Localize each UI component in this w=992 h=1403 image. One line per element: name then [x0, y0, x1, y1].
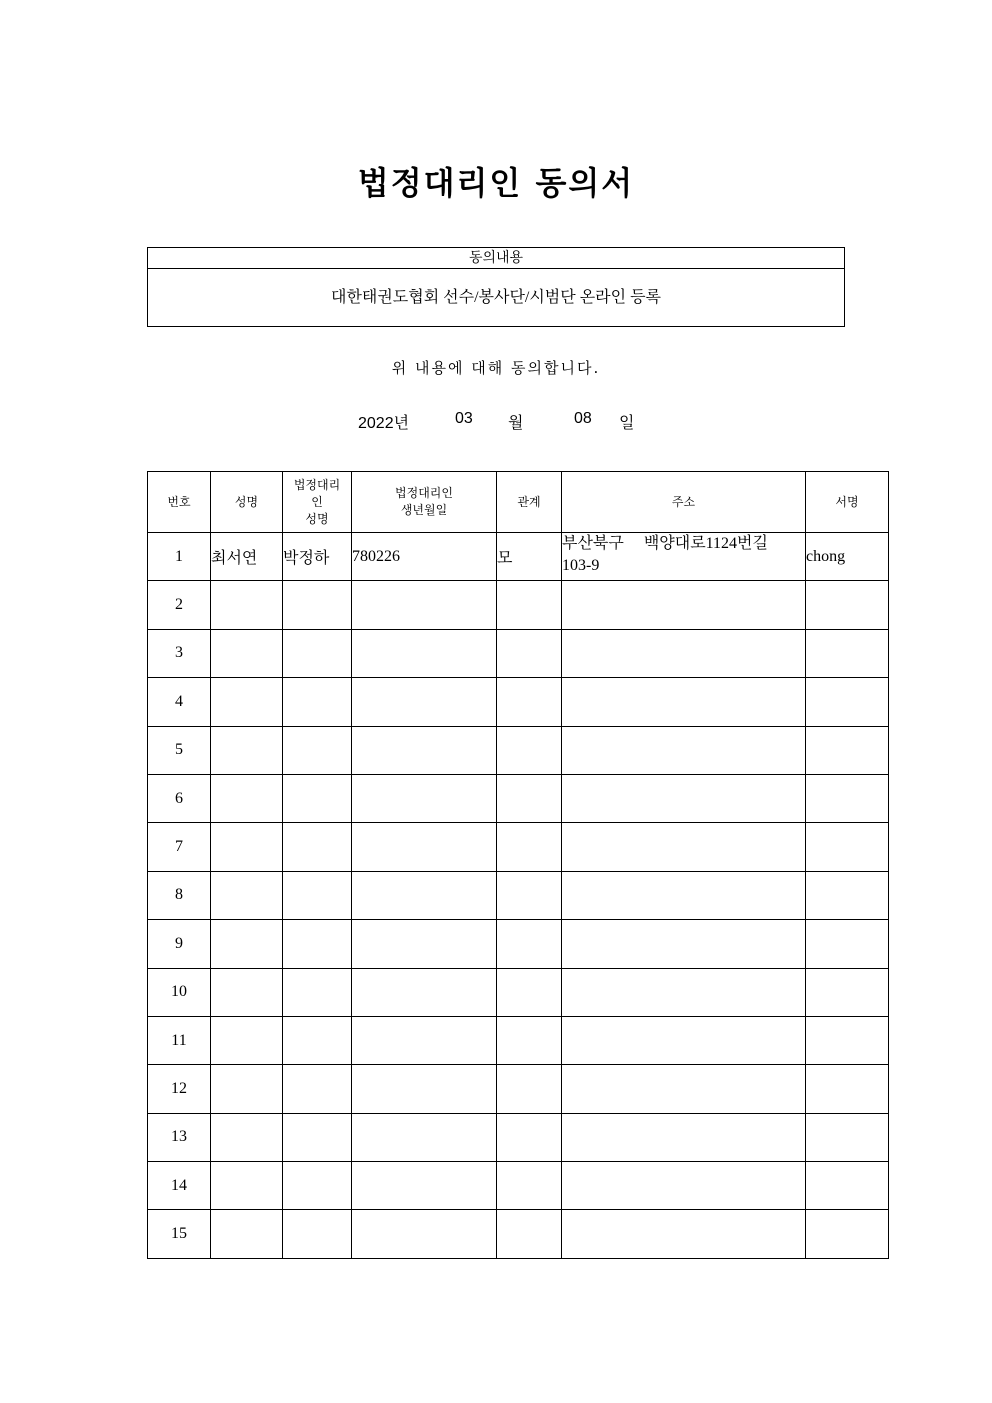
cell-address: [562, 678, 806, 726]
cell-guardian-birth: [352, 1210, 497, 1258]
cell-relation: [497, 871, 562, 919]
cell-address: [562, 1162, 806, 1210]
cell-guardian-name: [283, 823, 352, 871]
table-row: [148, 968, 889, 1016]
cell-relation: [497, 1016, 562, 1064]
cell-signature: [806, 726, 889, 774]
table-row: [148, 1065, 889, 1113]
cell-signature: [806, 1065, 889, 1113]
cell-no: 9: [148, 920, 211, 968]
cell-no: 5: [148, 726, 211, 774]
cell-signature: chong: [806, 533, 889, 581]
cell-no: 4: [148, 678, 211, 726]
cell-address: [562, 726, 806, 774]
consent-box: [147, 247, 845, 327]
cell-address-line2: 103-9: [562, 557, 600, 574]
cell-guardian-birth: [352, 774, 497, 822]
cell-guardian-name: [283, 678, 352, 726]
date-day-unit: 일: [619, 415, 635, 432]
cell-name: [211, 629, 283, 677]
cell-relation: [497, 1113, 562, 1161]
cell-guardian-birth: [352, 1162, 497, 1210]
cell-guardian-name: [283, 1065, 352, 1113]
cell-name: [211, 871, 283, 919]
cell-signature: [806, 678, 889, 726]
cell-guardian-birth: [352, 871, 497, 919]
cell-guardian-name: [283, 726, 352, 774]
cell-guardian-name: [283, 1113, 352, 1161]
header-signature: 서명: [806, 472, 889, 533]
cell-guardian-birth: [352, 968, 497, 1016]
cell-guardian-name: [283, 774, 352, 822]
consent-header: 동의내용: [148, 248, 844, 269]
table-row: [148, 823, 889, 871]
table-row: [148, 871, 889, 919]
table-header-row: [148, 472, 889, 533]
cell-signature: [806, 968, 889, 1016]
header-no: 번호: [148, 472, 211, 533]
cell-relation: [497, 726, 562, 774]
cell-signature: [806, 1162, 889, 1210]
cell-no: 11: [148, 1016, 211, 1064]
cell-signature: [806, 1113, 889, 1161]
cell-relation: [497, 629, 562, 677]
cell-name: [211, 920, 283, 968]
header-guardian-birth-line1: 법정대리인: [395, 486, 453, 500]
cell-address: [562, 1113, 806, 1161]
cell-relation: [497, 968, 562, 1016]
cell-no: 13: [148, 1113, 211, 1161]
cell-guardian-name: [283, 920, 352, 968]
cell-guardian-name: [283, 871, 352, 919]
cell-guardian-birth: [352, 678, 497, 726]
cell-guardian-birth: [352, 1065, 497, 1113]
cell-guardian-name: [283, 1210, 352, 1258]
header-guardian-name-line2: 인: [311, 494, 323, 509]
cell-signature: [806, 629, 889, 677]
cell-signature: [806, 774, 889, 822]
cell-name: [211, 823, 283, 871]
cell-relation: [497, 581, 562, 629]
cell-address: [562, 1016, 806, 1064]
cell-relation: 모: [497, 533, 562, 581]
cell-guardian-birth: [352, 726, 497, 774]
cell-guardian-birth: [352, 629, 497, 677]
table-row: [148, 533, 889, 581]
cell-no: 7: [148, 823, 211, 871]
table-row: [148, 1113, 889, 1161]
table-row: [148, 726, 889, 774]
header-guardian-birth: [352, 472, 497, 533]
agreement-statement: 위 내용에 대해 동의합니다.: [391, 359, 601, 377]
cell-address: [562, 629, 806, 677]
cell-guardian-name: 박정하: [283, 533, 352, 581]
cell-no: 6: [148, 774, 211, 822]
cell-address: [562, 533, 806, 581]
cell-signature: [806, 920, 889, 968]
cell-guardian-birth: [352, 581, 497, 629]
cell-name: [211, 1210, 283, 1258]
cell-name: [211, 1162, 283, 1210]
table-row: [148, 678, 889, 726]
table-row: [148, 1210, 889, 1258]
table-row: [148, 581, 889, 629]
table-row: [148, 1162, 889, 1210]
cell-name: [211, 1065, 283, 1113]
cell-relation: [497, 774, 562, 822]
cell-signature: [806, 871, 889, 919]
cell-no: 14: [148, 1162, 211, 1210]
cell-guardian-birth: [352, 1113, 497, 1161]
cell-guardian-name: [283, 1162, 352, 1210]
cell-no: 10: [148, 968, 211, 1016]
cell-address: [562, 968, 806, 1016]
cell-relation: [497, 823, 562, 871]
cell-name: [211, 726, 283, 774]
cell-no: 1: [148, 533, 211, 581]
header-address: 주소: [562, 472, 806, 533]
cell-no: 15: [148, 1210, 211, 1258]
header-guardian-name-line3: 성명: [305, 511, 329, 526]
table-row: [148, 1016, 889, 1064]
registration-table: [147, 471, 889, 1259]
table-row: [148, 629, 889, 677]
header-guardian-birth-line2: 생년월일: [400, 503, 448, 517]
cell-guardian-birth: [352, 823, 497, 871]
date-day: 08: [574, 410, 592, 427]
cell-guardian-birth: 780226: [352, 533, 497, 581]
cell-relation: [497, 1065, 562, 1113]
date-month: 03: [455, 410, 473, 427]
cell-guardian-name: [283, 968, 352, 1016]
cell-address: [562, 920, 806, 968]
cell-relation: [497, 1162, 562, 1210]
cell-no: 8: [148, 871, 211, 919]
cell-address: [562, 774, 806, 822]
cell-guardian-name: [283, 629, 352, 677]
cell-name: 최서연: [211, 533, 283, 581]
header-name: 성명: [211, 472, 283, 533]
cell-name: [211, 678, 283, 726]
cell-relation: [497, 1210, 562, 1258]
date-month-unit: 월: [508, 415, 524, 432]
cell-relation: [497, 678, 562, 726]
cell-address: [562, 1065, 806, 1113]
date-year: 2022년: [358, 415, 410, 432]
table-row: [148, 920, 889, 968]
table-row: [148, 774, 889, 822]
cell-name: [211, 1113, 283, 1161]
cell-guardian-birth: [352, 920, 497, 968]
cell-name: [211, 1016, 283, 1064]
cell-signature: [806, 1210, 889, 1258]
cell-no: 3: [148, 629, 211, 677]
cell-name: [211, 774, 283, 822]
cell-name: [211, 968, 283, 1016]
cell-address-line1: 부산북구 백양대로1124번길: [562, 535, 768, 552]
consent-content: 대한태권도협회 선수/봉사단/시범단 온라인 등록: [330, 289, 661, 306]
header-guardian-name-line1: 법정대리: [293, 477, 341, 492]
cell-no: 2: [148, 581, 211, 629]
cell-guardian-name: [283, 1016, 352, 1064]
cell-address: [562, 1210, 806, 1258]
cell-signature: [806, 1016, 889, 1064]
cell-address: [562, 823, 806, 871]
header-relation: 관계: [497, 472, 562, 533]
cell-guardian-name: [283, 581, 352, 629]
cell-guardian-birth: [352, 1016, 497, 1064]
cell-signature: [806, 581, 889, 629]
cell-address: [562, 871, 806, 919]
cell-signature: [806, 823, 889, 871]
header-guardian-name: [283, 472, 352, 533]
document-title: 법정대리인 동의서: [357, 164, 635, 202]
cell-address: [562, 581, 806, 629]
cell-name: [211, 581, 283, 629]
cell-relation: [497, 920, 562, 968]
cell-no: 12: [148, 1065, 211, 1113]
